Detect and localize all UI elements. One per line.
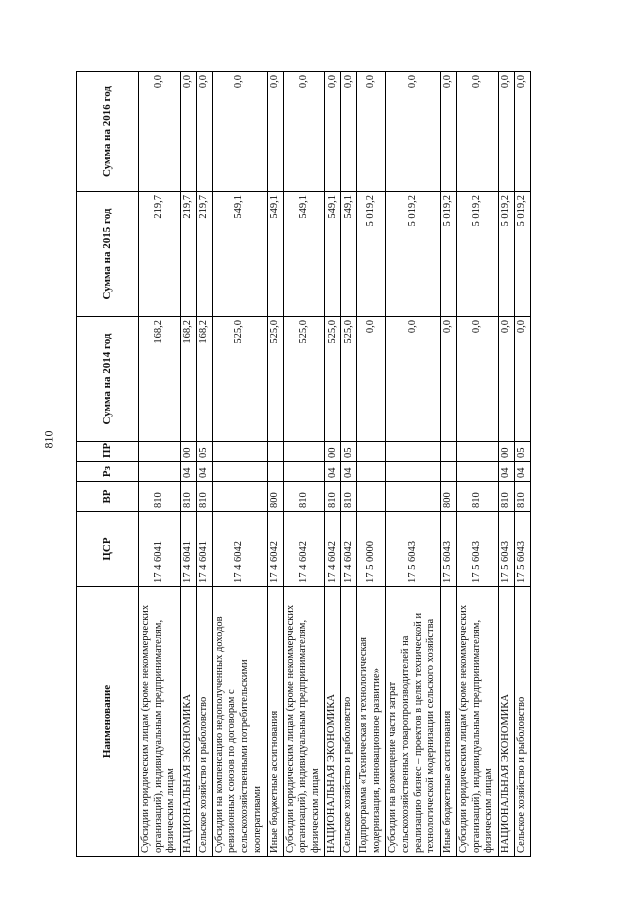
cell-csr: 17 4 6041 <box>180 512 196 587</box>
cell-rz <box>357 462 386 482</box>
cell-pr: 00 <box>325 442 341 462</box>
cell-pr: 05 <box>341 442 357 462</box>
cell-name: НАЦИОНАЛЬНАЯ ЭКОНОМИКА <box>498 587 514 857</box>
table-row <box>283 72 325 857</box>
cell-name: Иные бюджетные ассигнования <box>267 587 283 857</box>
cell-rz <box>212 462 267 482</box>
cell-pr <box>457 442 499 462</box>
cell-vr: 810 <box>498 482 514 512</box>
col-header-vr: ВР <box>77 482 139 512</box>
cell-rz <box>457 462 499 482</box>
cell-sum-2014: 168,2 <box>180 317 196 442</box>
cell-vr: 810 <box>196 482 212 512</box>
cell-vr <box>386 482 441 512</box>
cell-sum-2014: 525,0 <box>212 317 267 442</box>
cell-rz: 04 <box>341 462 357 482</box>
cell-name: Субсидии на компенсацию недополученных доходов ревизионных союзов по договорам с сельскохозяйственными потребительскими кооперативами <box>212 587 267 857</box>
cell-vr <box>212 482 267 512</box>
cell-sum-2014: 525,0 <box>267 317 283 442</box>
cell-sum-2014: 0,0 <box>357 317 386 442</box>
cell-sum-2015: 549,1 <box>341 192 357 317</box>
col-header-sum-2016: Сумма на 2016 год <box>77 72 139 192</box>
cell-rz: 04 <box>196 462 212 482</box>
cell-pr <box>139 442 181 462</box>
table-row <box>196 72 212 857</box>
cell-sum-2016: 0,0 <box>139 72 181 192</box>
cell-sum-2015: 5 019,2 <box>498 192 514 317</box>
cell-sum-2014: 0,0 <box>514 317 530 442</box>
cell-name: Сельское хозяйство и рыболовство <box>196 587 212 857</box>
cell-csr: 17 5 6043 <box>457 512 499 587</box>
cell-sum-2016: 0,0 <box>357 72 386 192</box>
cell-sum-2016: 0,0 <box>212 72 267 192</box>
table-row <box>357 72 386 857</box>
cell-csr: 17 5 6043 <box>441 512 457 587</box>
cell-csr: 17 4 6042 <box>212 512 267 587</box>
cell-name: Субсидии юридическим лицам (кроме некоммерческих организаций), индивидуальным предпринимателям, физическим лицам <box>457 587 499 857</box>
cell-sum-2014: 168,2 <box>139 317 181 442</box>
cell-pr <box>267 442 283 462</box>
cell-pr <box>441 442 457 462</box>
cell-vr: 800 <box>441 482 457 512</box>
cell-rz: 04 <box>180 462 196 482</box>
cell-sum-2016: 0,0 <box>498 72 514 192</box>
cell-sum-2016: 0,0 <box>457 72 499 192</box>
cell-sum-2016: 0,0 <box>386 72 441 192</box>
cell-vr: 810 <box>325 482 341 512</box>
cell-sum-2015: 5 019,2 <box>441 192 457 317</box>
cell-csr: 17 4 6041 <box>139 512 181 587</box>
table-row <box>457 72 499 857</box>
cell-csr: 17 4 6042 <box>325 512 341 587</box>
budget-table <box>76 71 531 857</box>
cell-csr: 17 4 6042 <box>283 512 325 587</box>
cell-pr <box>357 442 386 462</box>
cell-pr: 05 <box>514 442 530 462</box>
cell-sum-2014: 0,0 <box>457 317 499 442</box>
rotated-table-container <box>76 72 531 857</box>
cell-csr: 17 5 6043 <box>386 512 441 587</box>
cell-vr: 810 <box>341 482 357 512</box>
cell-pr <box>283 442 325 462</box>
table-row <box>180 72 196 857</box>
cell-sum-2015: 5 019,2 <box>386 192 441 317</box>
cell-csr: 17 4 6042 <box>341 512 357 587</box>
cell-sum-2015: 5 019,2 <box>357 192 386 317</box>
col-header-name: Наименование <box>77 587 139 857</box>
cell-sum-2014: 0,0 <box>441 317 457 442</box>
cell-name: Субсидии юридическим лицам (кроме некоммерческих организаций), индивидуальным предпринимателям, физическим лицам <box>283 587 325 857</box>
cell-name: Подпрограмма «Техническая и технологическая модернизация, инновационное развитие» <box>357 587 386 857</box>
cell-sum-2015: 5 019,2 <box>457 192 499 317</box>
cell-name: Субсидии юридическим лицам (кроме некоммерческих организаций), индивидуальным предпринимателям, физическим лицам <box>139 587 181 857</box>
cell-sum-2016: 0,0 <box>441 72 457 192</box>
cell-csr: 17 5 6043 <box>498 512 514 587</box>
cell-pr <box>386 442 441 462</box>
table-body <box>139 72 531 857</box>
cell-sum-2014: 525,0 <box>325 317 341 442</box>
cell-rz <box>267 462 283 482</box>
table-row <box>139 72 181 857</box>
cell-sum-2015: 549,1 <box>267 192 283 317</box>
cell-pr <box>212 442 267 462</box>
cell-sum-2015: 5 019,2 <box>514 192 530 317</box>
cell-sum-2016: 0,0 <box>267 72 283 192</box>
cell-sum-2016: 0,0 <box>514 72 530 192</box>
cell-sum-2014: 0,0 <box>386 317 441 442</box>
cell-sum-2015: 549,1 <box>325 192 341 317</box>
cell-sum-2015: 549,1 <box>283 192 325 317</box>
col-header-sum-2015: Сумма на 2015 год <box>77 192 139 317</box>
cell-vr: 810 <box>283 482 325 512</box>
cell-csr: 17 4 6042 <box>267 512 283 587</box>
cell-sum-2014: 525,0 <box>283 317 325 442</box>
table-row <box>341 72 357 857</box>
col-header-sum-2014: Сумма на 2014 год <box>77 317 139 442</box>
cell-sum-2014: 0,0 <box>498 317 514 442</box>
cell-rz <box>139 462 181 482</box>
cell-csr: 17 5 6043 <box>514 512 530 587</box>
col-header-rz: Рз <box>77 462 139 482</box>
cell-sum-2015: 219,7 <box>180 192 196 317</box>
table-row <box>325 72 341 857</box>
table-row <box>441 72 457 857</box>
table-row <box>212 72 267 857</box>
cell-vr <box>357 482 386 512</box>
cell-rz: 04 <box>498 462 514 482</box>
cell-rz <box>386 462 441 482</box>
col-header-csr: ЦСР <box>77 512 139 587</box>
table-row <box>386 72 441 857</box>
cell-sum-2015: 219,7 <box>139 192 181 317</box>
cell-rz: 04 <box>514 462 530 482</box>
cell-sum-2015: 219,7 <box>196 192 212 317</box>
cell-csr: 17 4 6041 <box>196 512 212 587</box>
cell-rz <box>283 462 325 482</box>
cell-sum-2016: 0,0 <box>283 72 325 192</box>
table-row <box>498 72 514 857</box>
cell-sum-2016: 0,0 <box>180 72 196 192</box>
cell-vr: 810 <box>180 482 196 512</box>
table-row <box>514 72 530 857</box>
cell-vr: 810 <box>457 482 499 512</box>
page-number: 810 <box>41 430 56 449</box>
cell-sum-2014: 168,2 <box>196 317 212 442</box>
cell-sum-2014: 525,0 <box>341 317 357 442</box>
cell-pr: 00 <box>498 442 514 462</box>
cell-name: НАЦИОНАЛЬНАЯ ЭКОНОМИКА <box>325 587 341 857</box>
cell-name: Субсидии на возмещение части затрат сельскохозяйственных товаропроизводителей на реализацию бизнес – проектов в целях технической и технологической модернизации сельского хозяйства <box>386 587 441 857</box>
cell-vr: 810 <box>514 482 530 512</box>
cell-name: Сельское хозяйство и рыболовство <box>514 587 530 857</box>
cell-pr: 05 <box>196 442 212 462</box>
cell-sum-2016: 0,0 <box>341 72 357 192</box>
cell-name: Сельское хозяйство и рыболовство <box>341 587 357 857</box>
cell-vr: 810 <box>139 482 181 512</box>
cell-rz <box>441 462 457 482</box>
cell-name: НАЦИОНАЛЬНАЯ ЭКОНОМИКА <box>180 587 196 857</box>
cell-rz: 04 <box>325 462 341 482</box>
cell-csr: 17 5 0000 <box>357 512 386 587</box>
cell-sum-2015: 549,1 <box>212 192 267 317</box>
cell-name: Иные бюджетные ассигнования <box>441 587 457 857</box>
cell-sum-2016: 0,0 <box>325 72 341 192</box>
table-row <box>267 72 283 857</box>
col-header-pr: ПР <box>77 442 139 462</box>
cell-sum-2016: 0,0 <box>196 72 212 192</box>
cell-vr: 800 <box>267 482 283 512</box>
table-header-row <box>77 72 139 857</box>
cell-pr: 00 <box>180 442 196 462</box>
